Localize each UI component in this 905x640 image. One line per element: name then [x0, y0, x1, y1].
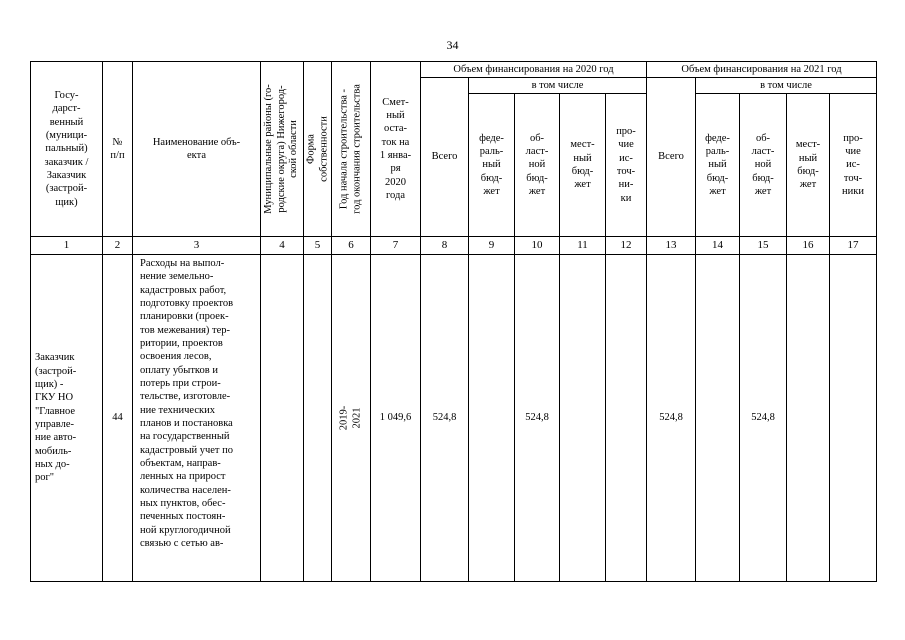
header-row-1	[31, 62, 877, 78]
column-number: 7	[371, 237, 421, 255]
header-district-cell	[261, 62, 304, 237]
investment-table	[30, 61, 877, 582]
column-number: 6	[332, 237, 371, 255]
row-local-2021	[787, 255, 830, 582]
row-years: 2019-2021	[338, 405, 362, 431]
column-number: 8	[421, 237, 469, 255]
header-district: Муниципальные районы (го- родские округа) Нижегород- ской области	[263, 84, 300, 214]
row-customer: Заказчик (застрой- щик) - ГКУ НО "Главное управле- ние авто- мобиль- ных до- рог"	[31, 255, 103, 582]
row-regional-2020: 524,8	[515, 255, 560, 582]
row-estimate: 1 049,6	[371, 255, 421, 582]
column-number: 11	[560, 237, 606, 255]
row-total-2021: 524,8	[647, 255, 696, 582]
header-object-name: Наименование объ- екта	[133, 62, 261, 237]
header-estimate: Смет- ный оста- ток на 1 янва- ря 2020 года	[371, 62, 421, 237]
header-number: № п/п	[103, 62, 133, 237]
page-number: 34	[446, 38, 459, 52]
row-federal-2020	[469, 255, 515, 582]
column-number: 15	[740, 237, 787, 255]
column-number: 9	[469, 237, 515, 255]
column-number: 12	[606, 237, 647, 255]
column-number: 1	[31, 237, 103, 255]
column-number: 5	[304, 237, 332, 255]
row-number: 44	[103, 255, 133, 582]
column-number: 2	[103, 237, 133, 255]
header-regional-2020: об- ласт- ной бюд- жет	[515, 94, 560, 237]
header-ownership: Форма собственности	[304, 116, 329, 182]
header-other-2021: про- чие ис- точ- ники	[830, 94, 877, 237]
header-including-2020: в том числе	[469, 78, 647, 94]
column-number: 3	[133, 237, 261, 255]
column-number: 16	[787, 237, 830, 255]
header-customer: Госу- дарст- венный (муници- пальный) заказчик / Заказчик (застрой- щик)	[31, 62, 103, 237]
header-federal-2021: феде- раль- ный бюд- жет	[696, 94, 740, 237]
header-years: Год начала строительства - год окончания строительства	[338, 84, 362, 214]
row-district	[261, 255, 304, 582]
header-funding-2020: Объем финансирования на 2020 год	[421, 62, 647, 78]
row-total-2020: 524,8	[421, 255, 469, 582]
header-funding-2021: Объем финансирования на 2021 год	[647, 62, 877, 78]
header-regional-2021: об- ласт- ной бюд- жет	[740, 94, 787, 237]
header-local-2020: мест- ный бюд- жет	[560, 94, 606, 237]
header-federal-2020: феде- раль- ный бюд- жет	[469, 94, 515, 237]
column-number: 14	[696, 237, 740, 255]
row-local-2020	[560, 255, 606, 582]
header-local-2021: мест- ный бюд- жет	[787, 94, 830, 237]
column-number: 13	[647, 237, 696, 255]
header-total-2021: Всего	[647, 78, 696, 237]
row-description: Расходы на выпол- нение земельно- кадастровых работ, подготовку проектов планировки (проек- тов межевания) тер- ритории, проектов освоения лесов, оплату убытков и потерь при строи- тельстве, изготовле- ние технических планов и постановка на государственный кадастровый учет по объектам, направ- ленных на прирост количества населен- ных пунктов, обес- печенных постоян- ной круглогодичной связью с сетью ав-	[133, 255, 261, 582]
row-years-cell	[332, 255, 371, 582]
column-number: 4	[261, 237, 304, 255]
header-total-2020: Всего	[421, 78, 469, 237]
header-other-2020: про- чие ис- точ- ни- ки	[606, 94, 647, 237]
row-other-2020	[606, 255, 647, 582]
header-including-2021: в том числе	[696, 78, 877, 94]
header-ownership-cell	[304, 62, 332, 237]
column-number-row	[31, 237, 877, 255]
row-federal-2021	[696, 255, 740, 582]
row-regional-2021: 524,8	[740, 255, 787, 582]
column-number: 17	[830, 237, 877, 255]
header-years-cell	[332, 62, 371, 237]
row-ownership	[304, 255, 332, 582]
column-number: 10	[515, 237, 560, 255]
table-row	[31, 255, 877, 582]
row-other-2021	[830, 255, 877, 582]
